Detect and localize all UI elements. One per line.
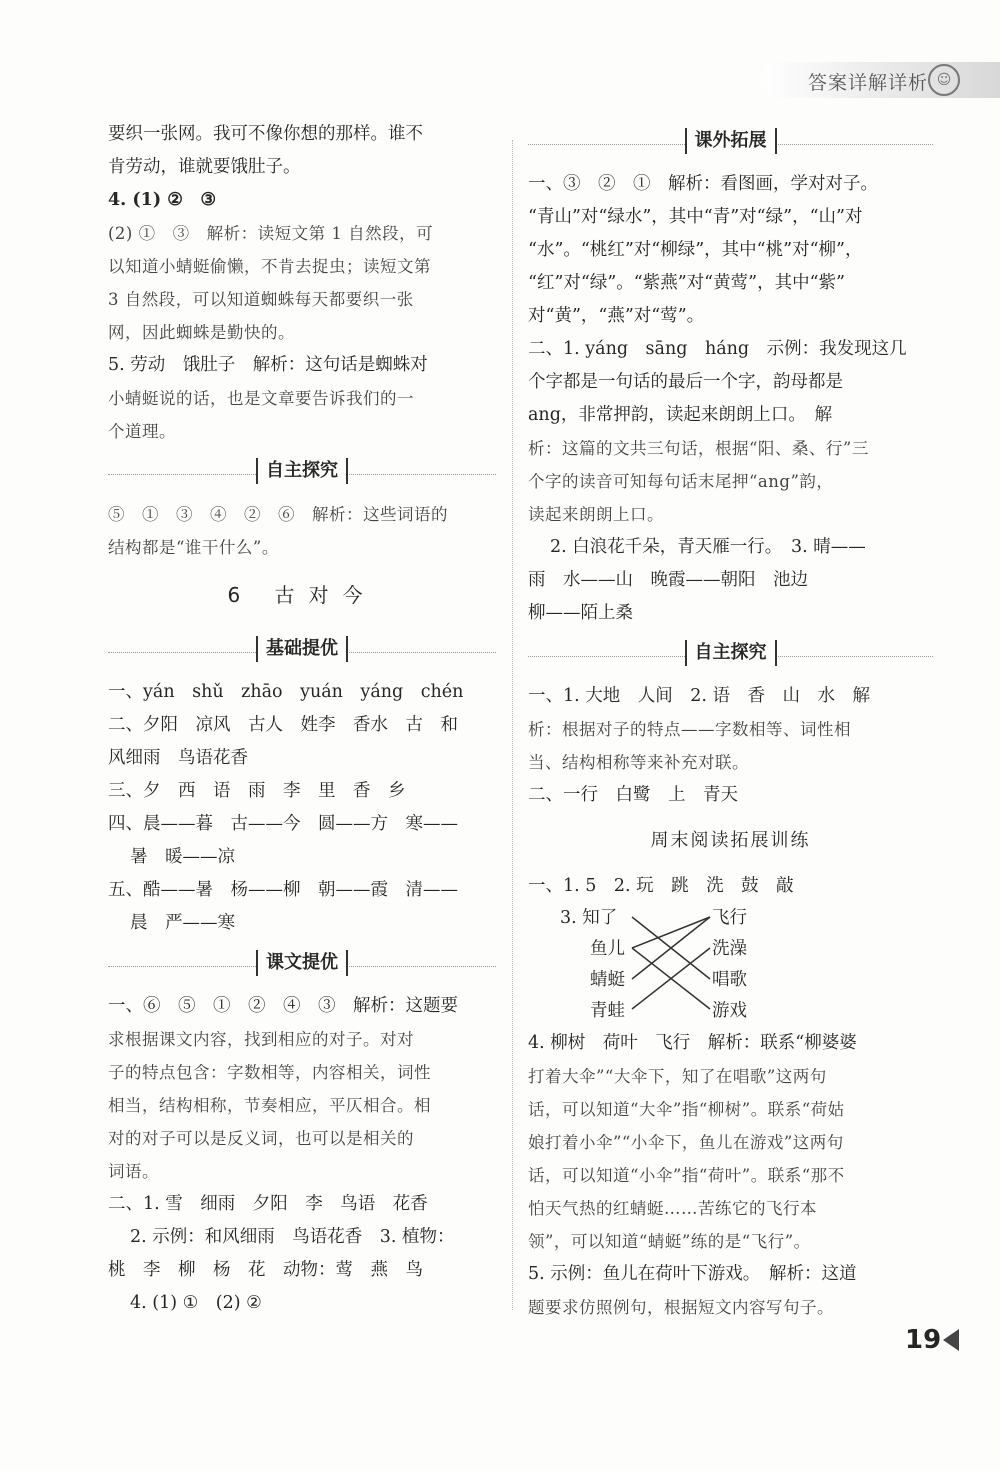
match-left-item: 鱼儿 [590, 939, 625, 959]
match-line [632, 917, 710, 948]
text-line: 暑 暖——凉 [130, 847, 235, 867]
text-line: 求根据课文内容，找到相应的对子。对对 [108, 1030, 414, 1049]
text-line: 四、晨——暮 古——今 圆——方 寒—— [108, 814, 458, 834]
text-line: 二、1. 雪 细雨 夕阳 李 鸟语 花香 [108, 1194, 428, 1214]
text-line: 一、1. 5 2. 玩 跳 洗 鼓 敲 [528, 876, 794, 896]
text-line: 4. 柳树 荷叶 飞行 解析：联系“柳婆婆 [528, 1033, 857, 1053]
text-line: ang，非常押韵，读起来朗朗上口。 解 [528, 405, 833, 425]
text-line: 娘打着小伞”“小伞下，鱼儿在游戏”这两句 [528, 1133, 844, 1152]
text-line: 怕天气热的红蜻蜓……苦练它的飞行本 [528, 1199, 817, 1218]
text-line: 二、1. yáng sāng háng 示例：我发现这几 [528, 339, 907, 359]
text-line: 雨 水——山 晚霞——朝阳 池边 [528, 570, 808, 590]
match-left-item: 青蛙 [590, 1001, 625, 1021]
text-line: 5. 劳动 饿肚子 解析：这句话是蜘蛛对 [108, 355, 428, 375]
right-block-4 [528, 1027, 933, 1324]
header-title: 答案详解详析 [807, 72, 928, 94]
text-line: 二、一行 白鹭 上 青天 [528, 785, 738, 805]
section-title: 基础提优 [256, 636, 348, 662]
text-line: 一、③ ② ① 解析：看图画，学对对子。 [528, 174, 878, 194]
match-right-list [712, 903, 747, 1027]
text-line: 一、1. 大地 人间 2. 语 香 山 水 解 [528, 686, 871, 706]
section-header-kewai [528, 124, 933, 164]
text-line: (2) ① ③ 解析：读短文第 1 自然段，可 [108, 224, 434, 243]
section-header-zizhu [108, 454, 496, 494]
weekend-title: 周末阅读拓展训练 [650, 830, 811, 851]
text-line: 小蜻蜓说的话，也是文章要告诉我们的一 [108, 389, 414, 408]
column-divider [512, 140, 513, 1310]
match-right-item: 洗澡 [712, 939, 747, 959]
text-line: 以知道小蜻蜓偷懒，不肯去捉虫；读短文第 [108, 257, 431, 276]
text-line: 话，可以知道“小伞”指“荷叶”。联系“那不 [528, 1166, 845, 1185]
text-line: 风细雨 鸟语花香 [108, 748, 248, 768]
text-line: 子的特点包含：字数相等，内容相关，词性 [108, 1063, 431, 1082]
lesson-title: 6 古对今 [227, 583, 377, 607]
text-line: 2. 示例：和风细雨 鸟语花香 3. 植物： [130, 1227, 455, 1247]
page-number: 19 [905, 1325, 942, 1355]
text-line: 结构都是“谁干什么”。 [108, 538, 279, 557]
text-line: 要织一张网。我可不像你想的那样。谁不 [108, 124, 423, 144]
text-line: 领”，可以知道“蜻蜓”练的是“飞行”。 [528, 1232, 811, 1251]
section-header-jichu [108, 632, 496, 672]
text-line: ⑤ ① ③ ④ ② ⑥ 解析：这些词语的 [108, 505, 448, 524]
right-block-1 [528, 168, 933, 630]
matching-exercise [528, 903, 933, 1027]
section-title: 自主探究 [256, 458, 348, 484]
section-header-kewen [108, 946, 496, 986]
text-line: 个字的读音可知每句话末尾押“ang”韵， [528, 472, 834, 491]
match-left-list [560, 903, 625, 1027]
text-line: 话，可以知道“大伞”指“柳树”。联系“荷姑 [528, 1100, 845, 1119]
right-column [528, 118, 933, 1324]
text-line: 柳——陌上桑 [528, 603, 633, 623]
text-line: 一、yán shǔ zhāo yuán yáng chén [108, 682, 464, 702]
right-block-3 [528, 870, 933, 903]
section-title: 课文提优 [256, 950, 348, 976]
left-block-3 [108, 676, 496, 940]
smile-face-icon: ☺ [928, 64, 960, 96]
text-line: 网，因此蜘蛛是勤快的。 [108, 323, 295, 342]
left-block-4 [108, 990, 496, 1320]
text-line: 词语。 [108, 1162, 159, 1181]
text-line: 对的对子可以是反义词，也可以是相关的 [108, 1129, 414, 1148]
text-line: 桃 李 柳 杨 花 动物：莺 燕 鸟 [108, 1260, 423, 1280]
text-line: 3 自然段，可以知道蜘蛛每天都要织一张 [108, 290, 414, 309]
text-line: 4. (1) ① (2) ② [130, 1293, 262, 1313]
text-line: 五、酷——暑 杨——柳 朝——霞 清—— [108, 880, 458, 900]
text-line: 当、结构相称等来补充对联。 [528, 753, 749, 772]
section-title: 自主探究 [685, 640, 777, 666]
text-line: 5. 示例：鱼儿在荷叶下游戏。 解析：这道 [528, 1264, 857, 1284]
match-left-item: 蜻蜓 [590, 970, 625, 990]
left-block-2 [108, 498, 496, 564]
text-line: 对“黄”，“燕”对“莺”。 [528, 306, 705, 326]
text-line: “青山”对“绿水”，其中“青”对“绿”，“山”对 [528, 207, 863, 227]
page-arrow-icon [943, 1329, 959, 1351]
text-line: 读起来朗朗上口。 [528, 505, 664, 524]
text-line: 一、⑥ ⑤ ① ② ④ ③ 解析：这题要 [108, 996, 458, 1016]
match-left-item: 3. 知了 [560, 908, 618, 928]
text-line: “水”。“桃红”对“柳绿”，其中“桃”对“柳”， [528, 240, 863, 260]
text-line: 个道理。 [108, 422, 176, 441]
match-right-item: 唱歌 [712, 970, 747, 990]
text-line: 相当，结构相称，节奏相应，平仄相合。相 [108, 1096, 431, 1115]
match-lines [628, 903, 718, 1027]
match-right-item: 飞行 [712, 908, 747, 928]
text-line: 二、夕阳 凉风 古人 姓李 香水 古 和 [108, 715, 458, 735]
left-column [108, 118, 496, 1320]
text-line: 2. 白浪花千朵，青天雁一行。 3. 晴—— [550, 537, 866, 557]
text-line: 4. (1) ② ③ [108, 190, 217, 210]
section-header-zizhu-2 [528, 636, 933, 676]
text-line: 题要求仿照例句，根据短文内容写句子。 [528, 1298, 834, 1317]
section-title: 课外拓展 [685, 128, 777, 154]
text-line: 打着大伞”“大伞下，知了在唱歌”这两句 [528, 1067, 827, 1086]
text-line: 晨 严——寒 [130, 913, 235, 933]
text-line: 三、夕 西 语 雨 李 里 香 乡 [108, 781, 406, 801]
text-line: “红”对“绿”。“紫燕”对“黄莺”，其中“紫” [528, 273, 845, 293]
left-block-1 [108, 118, 496, 448]
text-line: 析：这篇的文共三句话，根据“阳、桑、行”三 [528, 439, 869, 458]
text-line: 个字都是一句话的最后一个字，韵母都是 [528, 372, 843, 392]
right-block-2 [528, 680, 933, 812]
text-line: 肯劳动，谁就要饿肚子。 [108, 157, 301, 177]
text-line: 析：根据对子的特点——字数相等、词性相 [528, 720, 851, 739]
match-right-item: 游戏 [712, 1001, 747, 1021]
